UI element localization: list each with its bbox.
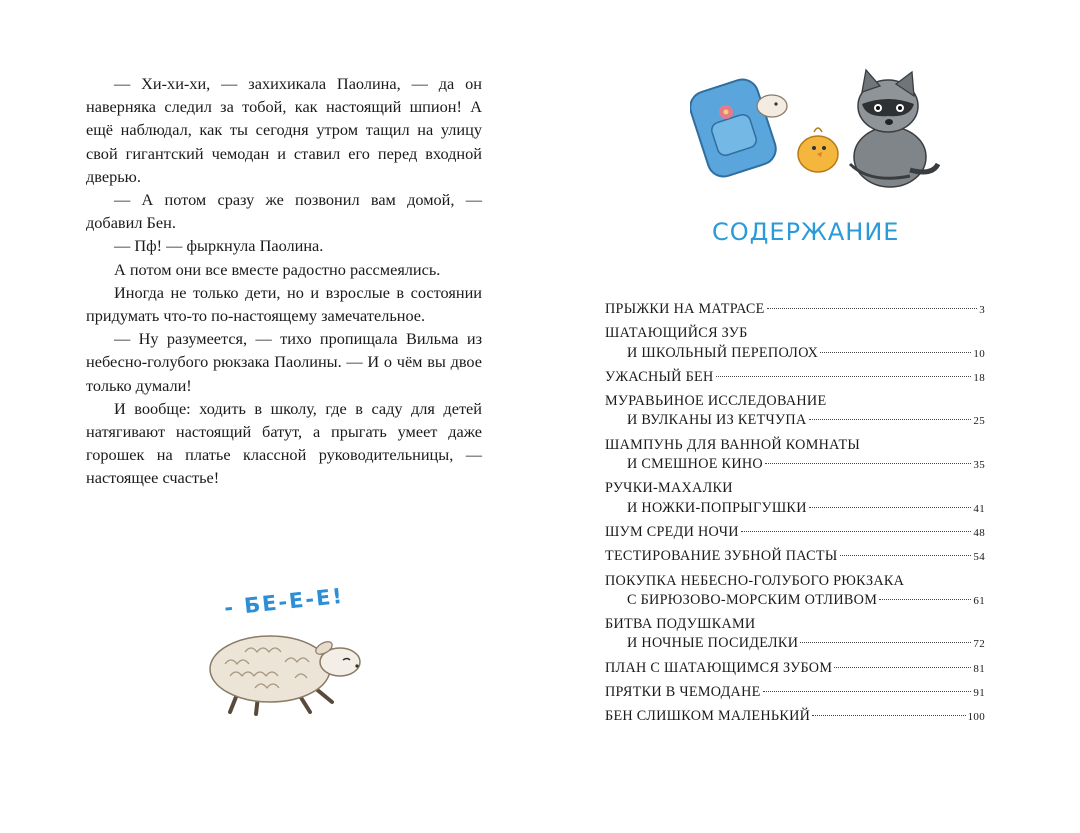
- toc-leader-dots: [800, 642, 971, 643]
- toc-chapter-title: УЖАСНЫЙ БЕН: [605, 368, 714, 385]
- paragraph: — Пф! — фыркнула Паолина.: [114, 236, 324, 256]
- toc-leader-dots: [834, 667, 971, 668]
- table-of-contents: [605, 300, 985, 732]
- toc-page-number: 48: [973, 526, 985, 539]
- toc-leader-dots: [765, 463, 971, 464]
- toc-line: [605, 572, 985, 591]
- right-page: [540, 0, 1080, 833]
- toc-chapter-title: ПРЯТКИ В ЧЕМОДАНЕ: [605, 684, 761, 701]
- toc-line: [605, 479, 985, 498]
- toc-entry: [605, 683, 985, 703]
- toc-leader-dots: [812, 715, 965, 716]
- toc-chapter-title: БЕН СЛИШКОМ МАЛЕНЬКИЙ: [605, 708, 811, 725]
- toc-entry: [605, 547, 985, 567]
- toc-line: [605, 499, 985, 519]
- toc-chapter-title: ШАТАЮЩИЙСЯ ЗУБ: [605, 325, 748, 342]
- toc-line: [605, 436, 985, 455]
- toc-page-number: 54: [973, 551, 985, 564]
- toc-chapter-title: И ВУЛКАНЫ ИЗ КЕТЧУПА: [627, 412, 807, 429]
- toc-line: [605, 523, 985, 543]
- toc-chapter-title: МУРАВЬИНОЕ ИССЛЕДОВАНИЕ: [605, 393, 827, 410]
- toc-chapter-title: ТЕСТИРОВАНИЕ ЗУБНОЙ ПАСТЫ: [605, 548, 838, 565]
- toc-page-number: 72: [973, 638, 985, 651]
- paragraph: — Хи-хи-хи, — захихикала Паолина, — да он наверняка следил за тобой, как настоящий шпион! А ещё наблюдал, как ты сегодня утром тащил на улицу свой гигантский чемодан и ставил его перед входной дверью.: [86, 74, 482, 186]
- toc-line: [605, 344, 985, 364]
- toc-line: [605, 392, 985, 411]
- toc-leader-dots: [763, 691, 972, 692]
- toc-leader-dots: [809, 419, 972, 420]
- toc-line: [605, 659, 985, 679]
- toc-chapter-title: ПРЫЖКИ НА МАТРАСЕ: [605, 301, 765, 317]
- toc-line: [605, 411, 985, 431]
- toc-page-number: 3: [979, 304, 985, 316]
- toc-entry: [605, 572, 985, 612]
- toc-chapter-title: ПЛАН С ШАТАЮЩИМСЯ ЗУБОМ: [605, 659, 833, 676]
- toc-leader-dots: [741, 531, 972, 532]
- toc-line: [605, 591, 985, 611]
- toc-entry: [605, 300, 985, 320]
- toc-leader-dots: [820, 352, 971, 353]
- toc-leader-dots: [716, 376, 972, 377]
- toc-entry: [605, 615, 985, 655]
- toc-chapter-title: ПОКУПКА НЕБЕСНО-ГОЛУБОГО РЮКЗАКА: [605, 572, 905, 589]
- toc-line: [605, 300, 985, 320]
- toc-page-number: 25: [973, 415, 985, 428]
- toc-line: [605, 615, 985, 634]
- toc-page-number: 10: [973, 347, 985, 360]
- paragraph: И вообще: ходить в школу, где в саду для детей натягивают настоящий батут, а прыгать умеет даже горошек на платье классной руководительницы, — настоящее счастье!: [86, 398, 482, 488]
- toc-page-number: 61: [973, 594, 985, 607]
- sheep-sound-text: - БЕ-Е-Е!: [223, 583, 346, 621]
- toc-page-number: 41: [973, 502, 985, 515]
- toc-chapter-title: ШАМПУНЬ ДЛЯ ВАННОЙ КОМНАТЫ: [605, 436, 861, 453]
- raccoon-icon: [850, 70, 938, 187]
- toc-title: СОДЕРЖАНИЕ: [712, 218, 900, 246]
- paragraph: — А потом сразу же позвонил вам домой, — добавил Бен.: [86, 190, 482, 233]
- toc-line: [605, 324, 985, 343]
- toc-leader-dots: [879, 599, 971, 600]
- toc-entry: [605, 368, 985, 388]
- toc-leader-dots: [767, 308, 978, 309]
- chick-icon: [798, 128, 838, 172]
- toc-entry: [605, 707, 985, 727]
- sheep-illustration: [200, 583, 370, 720]
- toc-chapter-title: РУЧКИ-МАХАЛКИ: [605, 480, 733, 497]
- paragraph: — Ну разумеется, — тихо пропищала Вильма из небесно-голубого рюкзака Паолины. — И о чём вы двое только думали!: [86, 329, 482, 395]
- backpack-icon: [690, 75, 780, 180]
- toc-line: [605, 368, 985, 388]
- toc-line: [605, 707, 985, 727]
- story-text: [86, 72, 482, 490]
- toc-entry: [605, 523, 985, 543]
- toc-line: [605, 683, 985, 703]
- toc-page-number: 100: [967, 711, 985, 724]
- sheep-icon: [200, 614, 370, 719]
- toc-leader-dots: [840, 555, 972, 556]
- toc-entry: [605, 659, 985, 679]
- toc-page-number: 18: [973, 371, 985, 384]
- paragraph: Иногда не только дети, но и взрослые в состоянии придумать что-то по-настоящему замечательное.: [86, 282, 482, 326]
- toc-chapter-title: И НОЖКИ-ПОПРЫГУШКИ: [627, 499, 807, 516]
- toc-chapter-title: И СМЕШНОЕ КИНО: [627, 456, 763, 473]
- characters-illustration: [690, 62, 940, 192]
- toc-entry: [605, 392, 985, 432]
- toc-entry: [605, 436, 985, 476]
- toc-line: [605, 634, 985, 654]
- paragraph: А потом они все вместе радостно рассмеялись.: [114, 259, 441, 279]
- toc-page-number: 81: [973, 662, 985, 675]
- toc-chapter-title: ШУМ СРЕДИ НОЧИ: [605, 523, 739, 540]
- toc-line: [605, 547, 985, 567]
- toc-line: [605, 455, 985, 475]
- toc-leader-dots: [809, 507, 972, 508]
- toc-page-number: 91: [973, 687, 985, 700]
- toc-chapter-title: И ШКОЛЬНЫЙ ПЕРЕПОЛОХ: [627, 344, 819, 361]
- toc-chapter-title: И НОЧНЫЕ ПОСИДЕЛКИ: [627, 635, 799, 652]
- toc-page-number: 35: [973, 459, 985, 472]
- toc-entry: [605, 324, 985, 364]
- toc-chapter-title: БИТВА ПОДУШКАМИ: [605, 616, 756, 633]
- toc-entry: [605, 479, 985, 519]
- toc-chapter-title: С БИРЮЗОВО-МОРСКИМ ОТЛИВОМ: [627, 591, 878, 608]
